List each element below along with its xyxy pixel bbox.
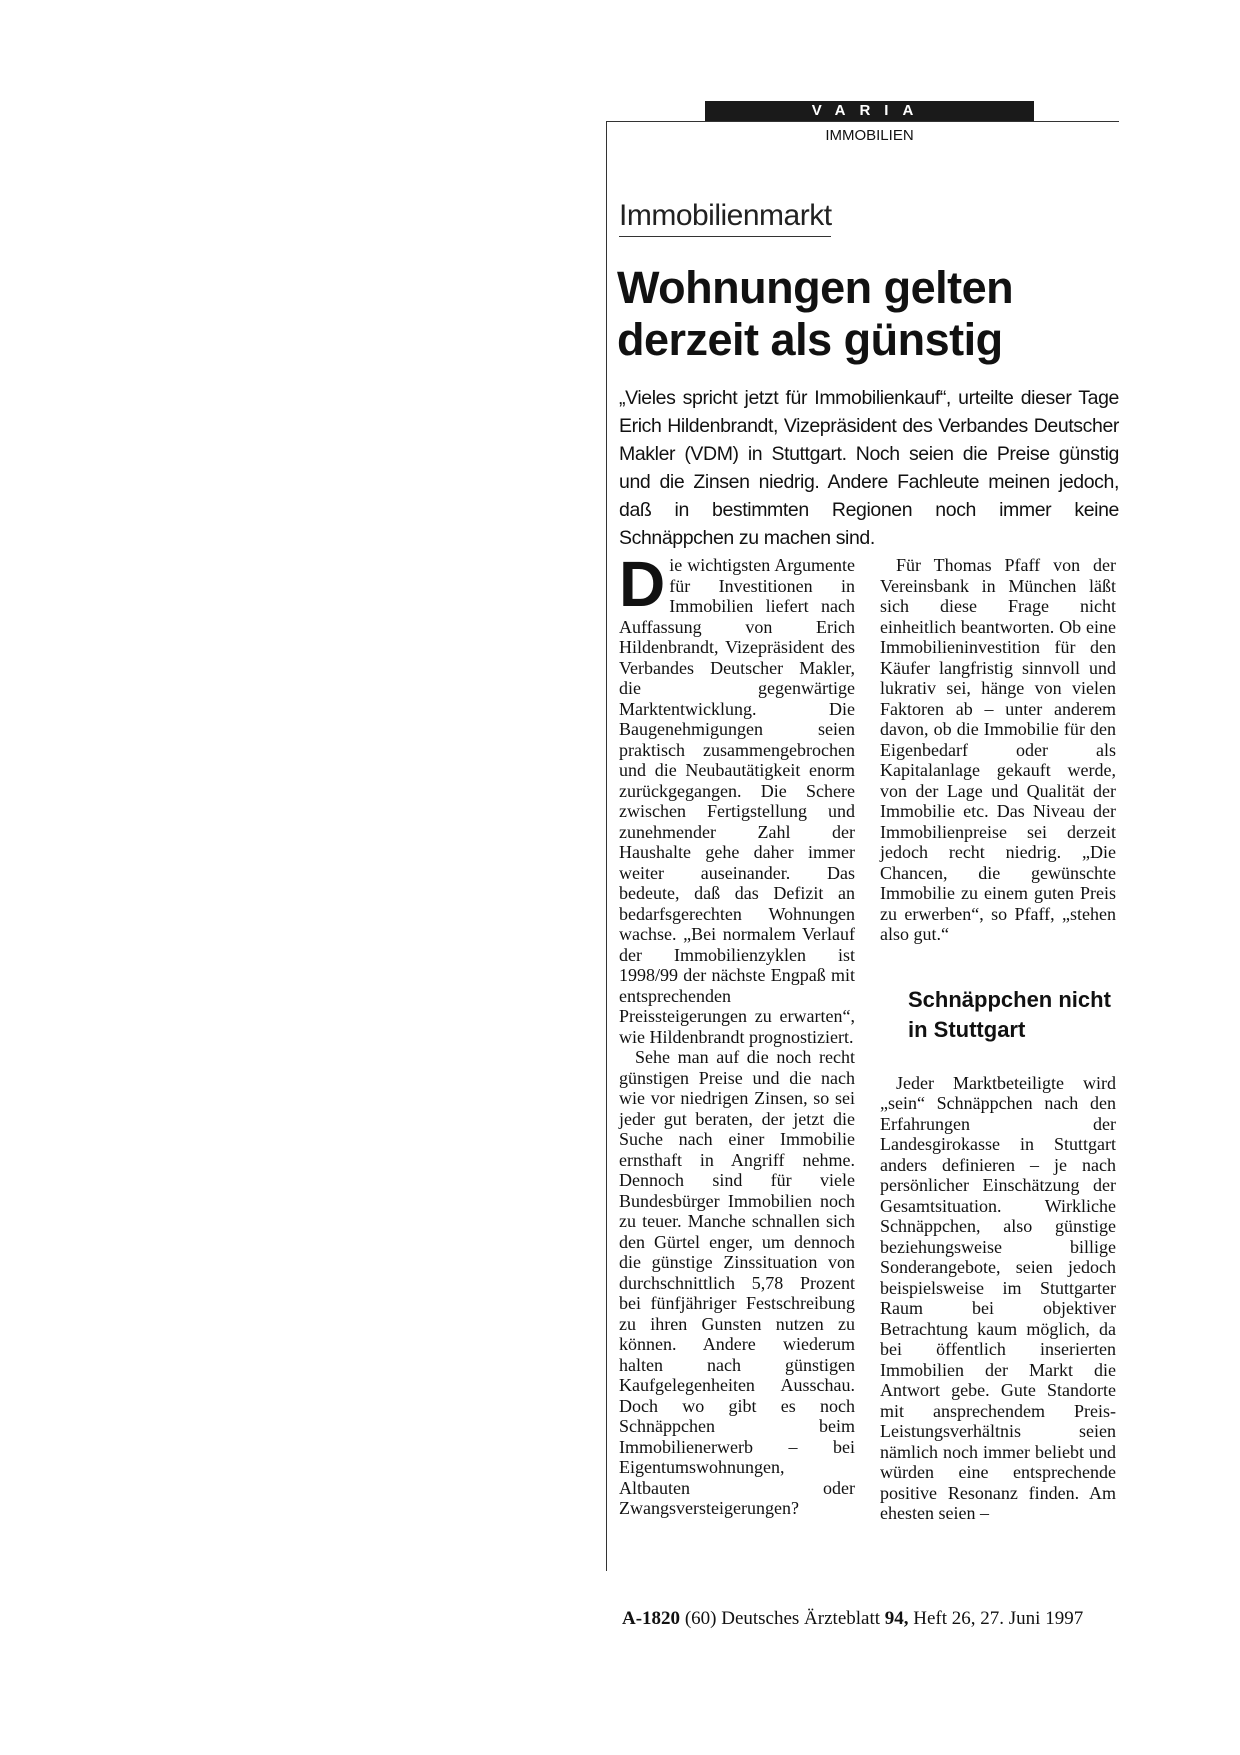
paragraph-text: ie wichtigsten Argumente für Investitionen in Immobilien liefert nach Auffassung von Erich Hildenbrandt, Vizepräsident des Verbandes Deutscher Makler, die gegenwärtige Marktentwicklung. Die Baugenehmigungen seien praktisch zusammengebrochen und die Neubautätigkeit enorm zurückgegangen. Die Schere zwischen Fertigstellung und zunehmender Zahl der Haushalte gehe daher immer weiter auseinander. Das bedeute, daß das Defizit an bedarfsgerechten Wohnungen wachse. „Bei normalem Verlauf der Immobilienzyklen ist 1998/99 der nächste Engpaß mit entsprechenden Preissteigerungen zu erwarten“, wie Hildenbrandt prognostiziert. <box>619 555 855 1047</box>
publication-name: (60) Deutsches Ärzteblatt <box>684 1608 881 1629</box>
column-divider-rule <box>606 121 607 1571</box>
page-number: A-1820 <box>622 1608 681 1629</box>
section-label: IMMOBILIEN <box>825 127 914 144</box>
text-column-left <box>619 548 855 1519</box>
article-headline: Wohnungen gelten derzeit als günstig <box>617 262 1014 365</box>
paragraph <box>619 548 855 1047</box>
article-lead: „Vieles spricht jetzt für Immobilienkauf“, urteilte dieser Tage Erich Hildenbrandt, Vizepräsident des Verbandes Deutscher Makler (VDM) in Stuttgart. Noch seien die Preise günstig und die Zinsen niedrig. Andere Fachleute meinen jedoch, daß in bestimmten Regionen noch immer keine Schnäppchen zu machen sind. <box>619 387 1119 549</box>
page-footer <box>622 1607 1083 1631</box>
header-rule <box>607 121 1119 122</box>
section-category-bar: VARIA <box>705 101 1034 121</box>
kicker-underline <box>619 236 831 237</box>
article-kicker: Immobilienmarkt <box>619 199 832 232</box>
paragraph: Sehe man auf die noch recht günstigen Preise und die nach wie vor niedrigen Zinsen, so sei jeder gut beraten, der jetzt die Suche nach einer Immobilie ernsthaft in Angriff nehme. Dennoch sind für viele Bundesbürger Immobilien noch zu teuer. Manche schnallen sich den Gürtel enger, um dennoch die günstige Zinssituation von durchschnittlich 5,78 Prozent bei fünfjähriger Festschreibung zu ihren Gunsten nutzen zu können. Andere wiederum halten nach günstigen Kaufgelegenheiten Ausschau. Doch wo gibt es noch Schnäppchen beim Immobilienerwerb – bei Eigentumswohnungen, Altbauten oder Zwangsversteigerungen? <box>619 1047 855 1518</box>
article-subhead: Schnäppchen nicht in Stuttgart <box>908 986 1111 1042</box>
drop-cap: D <box>619 548 666 620</box>
volume-number: 94, <box>884 1608 909 1629</box>
issue-date: Heft 26, 27. Juni 1997 <box>913 1608 1084 1629</box>
paragraph: Jeder Marktbeteiligte wird „sein“ Schnäppchen nach den Erfahrungen der Landesgirokasse in Stuttgart anders definieren – je nach persönlicher Einschätzung der Gesamtsituation. Wirkliche Schnäppchen, also günstige beziehungsweise billige Sonderangebote, seien jedoch beispielsweise im Stuttgarter Raum bei objektiver Betrachtung kaum möglich, da bei öffentlich inserierten Immobilien der Markt die Antwort gebe. Gute Standorte mit ansprechendem Preis-Leistungsverhältnis seien nämlich noch immer beliebt und würden eine entsprechende positive Resonanz finden. Am ehesten seien – <box>880 1072 1116 1523</box>
paragraph: Für Thomas Pfaff von der Vereinsbank in München läßt sich diese Frage nicht einheitlich beantworten. Ob eine Immobilieninvestition für den Käufer langfristig sinnvoll und lukrativ sei, hänge von vielen Faktoren ab – unter anderem davon, ob die Immobilie für den Eigenbedarf oder als Kapitalanlage gekauft werde, von der Lage und Qualität der Immobilie etc. Das Niveau der Immobilienpreise sei derzeit jedoch recht niedrig. „Die Chancen, die gewünschte Immobilie zu einem guten Preis zu erwerben“, so Pfaff, „stehen also gut.“ <box>880 555 1116 944</box>
text-column-right <box>880 555 1116 1524</box>
